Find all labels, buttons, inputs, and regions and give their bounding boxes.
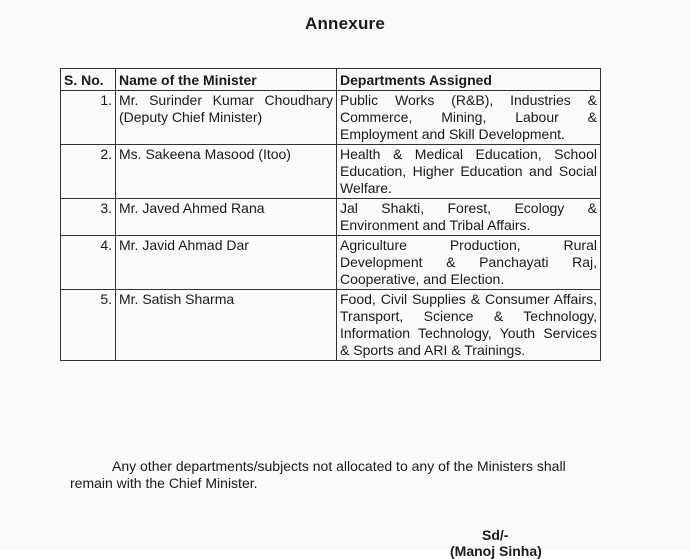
row-departments: Public Works (R&B), Industries & Commerce, Mining, Labour & Employment and Skill Development. bbox=[337, 91, 601, 145]
header-sno: S. No. bbox=[61, 69, 116, 91]
table-row bbox=[61, 145, 601, 199]
header-departments: Departments Assigned bbox=[337, 69, 601, 91]
row-minister-name: Ms. Sakeena Masood (Itoo) bbox=[116, 145, 337, 199]
note-text: Any other departments/subjects not allocated to any of the Ministers shall remain with the Chief Minister. bbox=[70, 458, 566, 491]
row-minister-name: Mr. Satish Sharma bbox=[116, 290, 337, 361]
row-sno: 3. bbox=[61, 199, 116, 236]
row-departments: Health & Medical Education, School Education, Higher Education and Social Welfare. bbox=[337, 145, 601, 199]
row-sno: 5. bbox=[61, 290, 116, 361]
row-minister-name: Mr. Javed Ahmed Rana bbox=[116, 199, 337, 236]
ministers-table bbox=[60, 68, 601, 361]
document-title: Annexure bbox=[304, 14, 385, 33]
row-departments: Jal Shakti, Forest, Ecology & Environment and Tribal Affairs. bbox=[337, 199, 601, 236]
table-row bbox=[61, 91, 601, 145]
signature-name: (Manoj Sinha) bbox=[450, 543, 542, 559]
row-minister-name: Mr. Surinder Kumar Choudhary (Deputy Chief Minister) bbox=[116, 91, 337, 145]
table-row bbox=[61, 236, 601, 290]
row-sno: 1. bbox=[61, 91, 116, 145]
table-row bbox=[61, 199, 601, 236]
signature-sd: Sd/- bbox=[482, 527, 509, 543]
table-header-row bbox=[61, 69, 601, 91]
row-minister-name: Mr. Javid Ahmad Dar bbox=[116, 236, 337, 290]
allocation-note bbox=[70, 458, 595, 492]
row-departments: Food, Civil Supplies & Consumer Affairs, Transport, Science & Technology, Information Technology, Youth Services & Sports and ARI & Trainings. bbox=[337, 290, 601, 361]
header-minister-name: Name of the Minister bbox=[116, 69, 337, 91]
row-departments: Agriculture Production, Rural Development & Panchayati Raj, Cooperative, and Election. bbox=[337, 236, 601, 290]
row-sno: 4. bbox=[61, 236, 116, 290]
table-row bbox=[61, 290, 601, 361]
row-sno: 2. bbox=[61, 145, 116, 199]
